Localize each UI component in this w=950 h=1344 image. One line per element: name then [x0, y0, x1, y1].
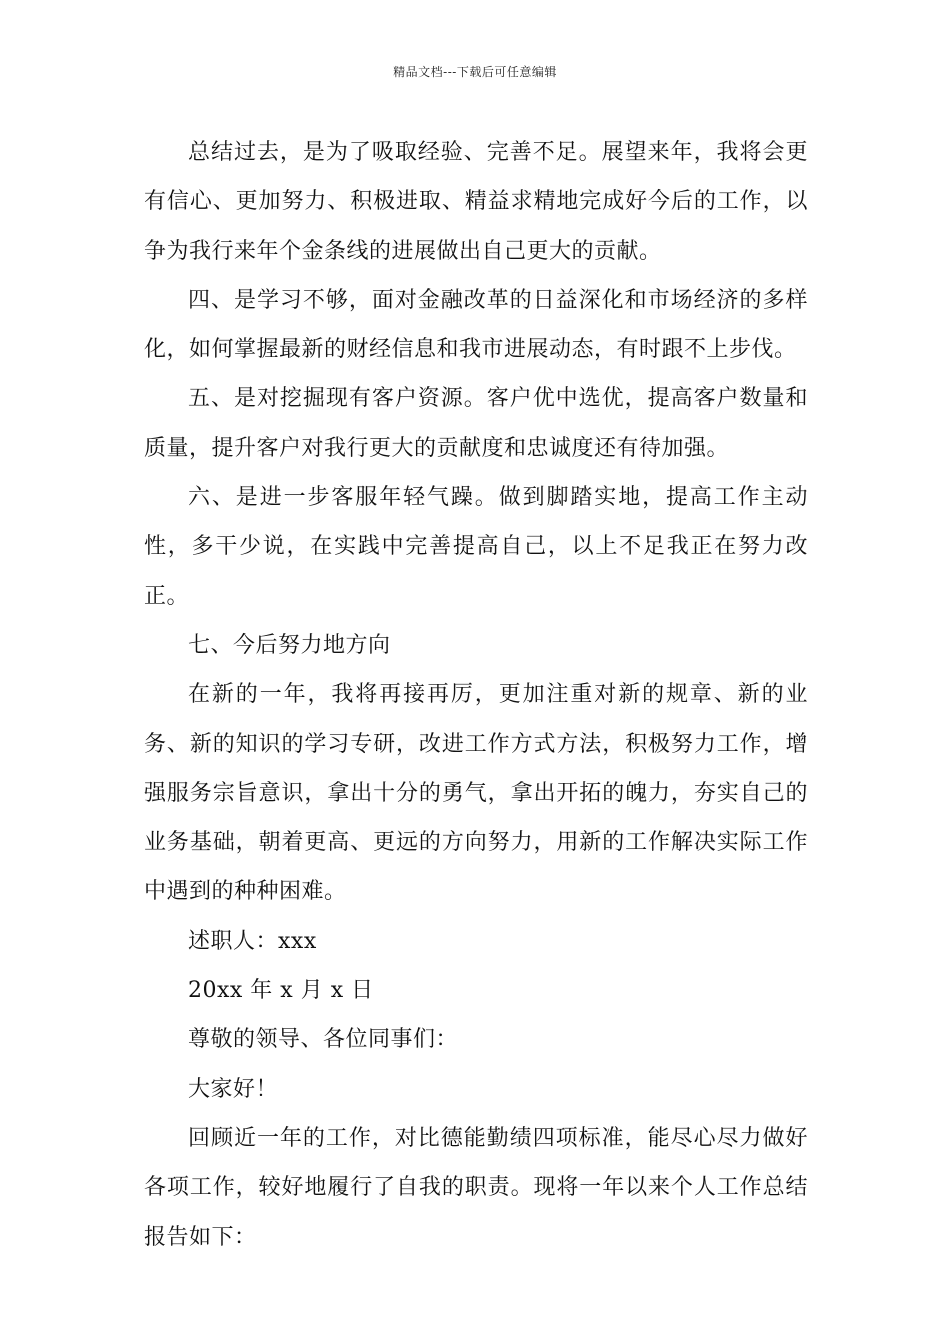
paragraph-review-intro: 回顾近一年的工作，对比德能勤绩四项标准，能尽心尽力做好各项工作，较好地履行了自我的职责。现将一年以来个人工作总结报告如下： [144, 1125, 808, 1250]
paragraph-reporter: 述职人：xxx [188, 928, 317, 954]
paragraph-point-seven-heading: 七、今后努力地方向 [188, 632, 391, 658]
paragraph-point-five: 五、是对挖掘现有客户资源。客户优中选优，提高客户数量和质量，提升客户对我行更大的贡献度和忠诚度还有待加强。 [144, 386, 808, 461]
paragraph-date: 20xx 年 x 月 x 日 [188, 978, 374, 1004]
paragraph-summary: 总结过去，是为了吸取经验、完善不足。展望来年，我将会更有信心、更加努力、积极进取、精益求精地完成好今后的工作，以争为我行来年个金条线的进展做出自己更大的贡献。 [144, 140, 808, 264]
paragraph-salutation: 尊敬的领导、各位同事们： [188, 1027, 459, 1053]
paragraph-greeting: 大家好！ [188, 1076, 279, 1102]
document-body [144, 128, 808, 1262]
paragraph-point-four: 四、是学习不够，面对金融改革的日益深化和市场经济的多样化，如何掌握最新的财经信息和我市进展动态，有时跟不上步伐。 [144, 287, 808, 363]
paragraph-new-year-plan: 在新的一年，我将再接再厉，更加注重对新的规章、新的业务、新的知识的学习专研，改进工作方式方法，积极努力工作，增强服务宗旨意识，拿出十分的勇气，拿出开拓的魄力，夯实自己的业务基础，朝着更高、更远的方向努力，用新的工作解决实际工作中遇到的种种困难。 [144, 682, 808, 905]
page-header: 精品文档---下载后可任意编辑 [393, 65, 557, 79]
paragraph-point-six: 六、是进一步客服年轻气躁。做到脚踏实地，提高工作主动性，多干少说，在实践中完善提高自己，以上不足我正在努力改正。 [144, 485, 808, 609]
